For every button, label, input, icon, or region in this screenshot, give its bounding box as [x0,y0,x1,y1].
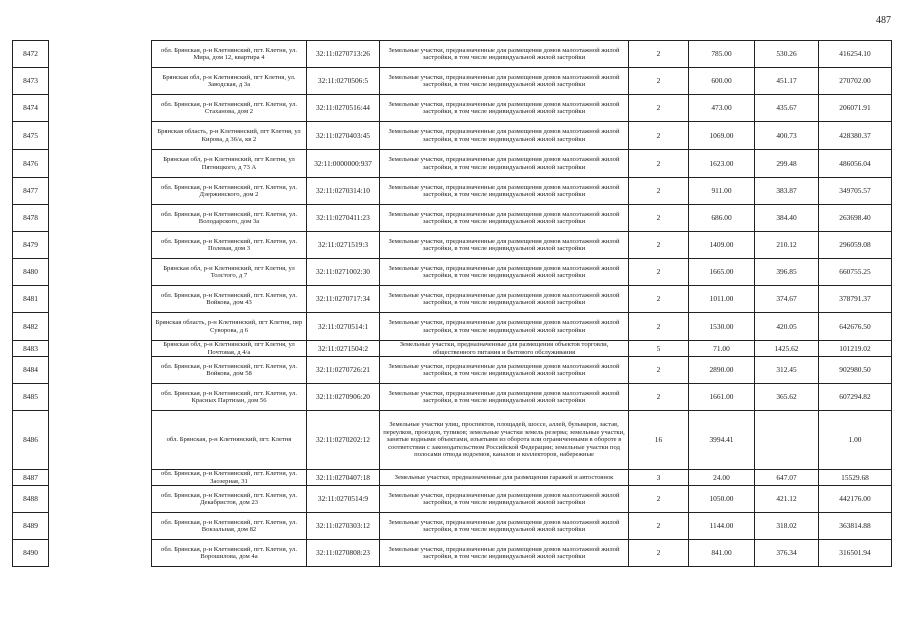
cadastral-value-cell: 263698.40 [819,205,892,232]
group-cell: 2 [629,540,689,567]
cadastral-number-cell: 32:11:0270407:18 [307,470,380,486]
cadastral-number-cell: 32:11:0270516:44 [307,95,380,122]
area-cell: 785.00 [689,41,755,68]
row-number-cell: 8488 [13,486,49,513]
row-number-cell: 8477 [13,178,49,205]
area-cell: 2890.00 [689,357,755,384]
address-cell: обл. Брянская, р-н Клетнянский, пгт. Клетня, ул. Декабристов, дом 23 [152,486,307,513]
table-row [13,150,892,178]
rate-cell: 383.87 [755,178,819,205]
cadastral-number-cell: 32:11:0270726:21 [307,357,380,384]
row-number-cell: 8487 [13,470,49,486]
row-number-cell: 8486 [13,411,49,470]
spacer-cell [49,259,152,286]
cadastral-number-cell: 32:11:0270314:10 [307,178,380,205]
rate-cell: 396.85 [755,259,819,286]
spacer-cell [49,150,152,178]
row-number-cell: 8483 [13,341,49,357]
group-cell: 2 [629,384,689,411]
spacer-cell [49,68,152,95]
group-cell: 3 [629,470,689,486]
cadastral-value-cell: 296059.08 [819,232,892,259]
cadastral-number-cell: 32:11:0271519:3 [307,232,380,259]
rate-cell: 451.17 [755,68,819,95]
address-cell: Брянская обл, р-н Клетнянский, пгт Клетня, ул Почтовая, д 4/а [152,341,307,357]
group-cell: 2 [629,122,689,150]
area-cell: 1530.00 [689,313,755,341]
land-use-cell: Земельные участки, предназначенные для размещения домов малоэтажной жилой застройки, в том числе индивидуальной жилой застройки [380,540,629,567]
rate-cell: 210.12 [755,232,819,259]
cadastral-number-cell: 32:11:0270717:34 [307,286,380,313]
address-cell: обл. Брянская, р-н Клетнянский, пгт. Клетня, ул. Дзержинского, дом 2 [152,178,307,205]
land-use-cell: Земельные участки, предназначенные для размещения домов малоэтажной жилой застройки, в том числе индивидуальной жилой застройки [380,68,629,95]
group-cell: 5 [629,341,689,357]
cadastral-value-cell: 416254.10 [819,41,892,68]
cadastral-value-cell: 270702.00 [819,68,892,95]
row-number-cell: 8484 [13,357,49,384]
land-use-cell: Земельные участки, предназначенные для размещения домов малоэтажной жилой застройки, в том числе индивидуальной жилой застройки [380,95,629,122]
row-number-cell: 8479 [13,232,49,259]
cadastral-number-cell: 32:11:0271002:30 [307,259,380,286]
cadastral-number-cell: 32:11:0270514:1 [307,313,380,341]
row-number-cell: 8489 [13,513,49,540]
cadastral-number-cell: 32:11:0270713:26 [307,41,380,68]
address-cell: обл. Брянская, р-н Клетнянский, пгт. Клетня, ул. Володарского, дом 3а [152,205,307,232]
land-use-cell: Земельные участки, предназначенные для размещения домов малоэтажной жилой застройки, в том числе индивидуальной жилой застройки [380,178,629,205]
row-number-cell: 8476 [13,150,49,178]
area-cell: 3994.41 [689,411,755,470]
cadastral-value-cell: 15529.68 [819,470,892,486]
page-number: 487 [876,15,891,26]
address-cell: обл. Брянская, р-н Клетнянский, пгт. Клетня, ул. Вокзальная, дом 82 [152,513,307,540]
land-use-cell: Земельные участки, предназначенные для размещения домов малоэтажной жилой застройки, в том числе индивидуальной жилой застройки [380,150,629,178]
spacer-cell [49,41,152,68]
table-row [13,313,892,341]
group-cell: 2 [629,41,689,68]
table-row [13,232,892,259]
land-use-cell: Земельные участки, предназначенные для размещения домов малоэтажной жилой застройки, в том числе индивидуальной жилой застройки [380,205,629,232]
row-number-cell: 8475 [13,122,49,150]
area-cell: 1011.00 [689,286,755,313]
table-row [13,178,892,205]
land-use-cell: Земельные участки, предназначенные для размещения домов малоэтажной жилой застройки, в том числе индивидуальной жилой застройки [380,486,629,513]
row-number-cell: 8472 [13,41,49,68]
group-cell: 2 [629,205,689,232]
spacer-cell [49,470,152,486]
table-row [13,68,892,95]
cadastral-value-cell: 642676.50 [819,313,892,341]
rate-cell: 421.12 [755,486,819,513]
table-row [13,540,892,567]
rate-cell: 376.34 [755,540,819,567]
spacer-cell [49,95,152,122]
cadastral-number-cell: 32:11:0271504:2 [307,341,380,357]
cadastral-value-cell: 442176.00 [819,486,892,513]
spacer-cell [49,513,152,540]
area-cell: 1665.00 [689,259,755,286]
group-cell: 16 [629,411,689,470]
address-cell: обл. Брянская, р-н Клетнянский, пгт. Клетня, ул. Войкова, дом 43 [152,286,307,313]
table-row [13,95,892,122]
rate-cell: 365.62 [755,384,819,411]
cadastral-value-cell: 902980.50 [819,357,892,384]
land-use-cell: Земельные участки, предназначенные для размещения домов малоэтажной жилой застройки, в том числе индивидуальной жилой застройки [380,232,629,259]
cadastral-value-cell: 101219.02 [819,341,892,357]
group-cell: 2 [629,232,689,259]
cadastral-value-cell: 349705.57 [819,178,892,205]
land-use-cell: Земельные участки, предназначенные для размещения домов малоэтажной жилой застройки, в том числе индивидуальной жилой застройки [380,384,629,411]
row-number-cell: 8485 [13,384,49,411]
spacer-cell [49,122,152,150]
area-cell: 1623.00 [689,150,755,178]
area-cell: 1050.00 [689,486,755,513]
area-cell: 1069.00 [689,122,755,150]
spacer-cell [49,205,152,232]
address-cell: обл. Брянская, р-н Клетнянский, пгт. Клетня, ул. Войкова, дом 58 [152,357,307,384]
area-cell: 911.00 [689,178,755,205]
rate-cell: 647.07 [755,470,819,486]
cadastral-value-cell: 1.00 [819,411,892,470]
cadastral-value-cell: 316501.94 [819,540,892,567]
cadastral-value-table [12,40,892,567]
cadastral-number-cell: 32:11:0270906:20 [307,384,380,411]
rate-cell: 312.45 [755,357,819,384]
row-number-cell: 8482 [13,313,49,341]
rate-cell: 530.26 [755,41,819,68]
area-cell: 600.00 [689,68,755,95]
area-cell: 841.00 [689,540,755,567]
rate-cell: 299.48 [755,150,819,178]
address-cell: обл. Брянская, р-н Клетнянский, пгт. Клетня, ул. Красных Партизан, дом 56 [152,384,307,411]
area-cell: 686.00 [689,205,755,232]
group-cell: 2 [629,95,689,122]
table-row [13,41,892,68]
spacer-cell [49,178,152,205]
area-cell: 1144.00 [689,513,755,540]
group-cell: 2 [629,486,689,513]
group-cell: 2 [629,286,689,313]
table-row [13,411,892,470]
row-number-cell: 8473 [13,68,49,95]
spacer-cell [49,341,152,357]
group-cell: 2 [629,313,689,341]
spacer-cell [49,232,152,259]
table-row [13,513,892,540]
table-row [13,470,892,486]
rate-cell: 318.02 [755,513,819,540]
land-use-cell: Земельные участки, предназначенные для размещения гаражей и автостоянок [380,470,629,486]
address-cell: Брянская обл, р-н Клетнянский, пгт Клетня, ул. Заводская, д 3а [152,68,307,95]
spacer-cell [49,313,152,341]
table-row [13,286,892,313]
rate-cell [755,411,819,470]
cadastral-value-cell: 378791.37 [819,286,892,313]
cadastral-value-cell: 428380.37 [819,122,892,150]
area-cell: 1661.00 [689,384,755,411]
address-cell: обл. Брянская, р-н Клетнянский, пгт. Клетня, ул. Полевая, дом 3 [152,232,307,259]
table-row [13,357,892,384]
cadastral-value-cell: 486056.04 [819,150,892,178]
group-cell: 2 [629,178,689,205]
cadastral-number-cell: 32:11:0270411:23 [307,205,380,232]
cadastral-number-cell: 32:11:0270808:23 [307,540,380,567]
cadastral-number-cell: 32:11:0270303:12 [307,513,380,540]
group-cell: 2 [629,357,689,384]
group-cell: 2 [629,513,689,540]
land-use-cell: Земельные участки, предназначенные для размещения домов малоэтажной жилой застройки, в том числе индивидуальной жилой застройки [380,41,629,68]
cadastral-number-cell: 32:11:0270202:12 [307,411,380,470]
rate-cell: 400.73 [755,122,819,150]
land-use-cell: Земельные участки, предназначенные для размещения домов малоэтажной жилой застройки, в том числе индивидуальной жилой застройки [380,122,629,150]
table-row [13,122,892,150]
address-cell: Брянская обл, р-н Клетнянский, пгт Клетня, ул Пятницкого, д 73 А [152,150,307,178]
cadastral-value-cell: 363814.88 [819,513,892,540]
rate-cell: 1425.62 [755,341,819,357]
cadastral-value-cell: 607294.82 [819,384,892,411]
land-use-cell: Земельные участки, предназначенные для размещения объектов торговли, общественного питания и бытового обслуживания [380,341,629,357]
address-cell: обл. Брянская, р-н Клетнянский, пгт. Клетня [152,411,307,470]
cadastral-value-cell: 660755.25 [819,259,892,286]
spacer-cell [49,411,152,470]
group-cell: 2 [629,68,689,95]
area-cell: 71.00 [689,341,755,357]
row-number-cell: 8481 [13,286,49,313]
cadastral-number-cell: 32:11:0270403:45 [307,122,380,150]
spacer-cell [49,384,152,411]
area-cell: 24.00 [689,470,755,486]
address-cell: обл. Брянская, р-н Клетнянский, пгт. Клетня, ул. Мира, дом 12, квартира 4 [152,41,307,68]
address-cell: Брянская область, р-н Клетнянский, пгт Клетня, ул Кирова, д 36/а, кв 2 [152,122,307,150]
rate-cell: 420.05 [755,313,819,341]
address-cell: обл. Брянская, р-н Клетнянский, пгт. Клетня, ул. Заозерная, 31 [152,470,307,486]
spacer-cell [49,286,152,313]
table-row [13,341,892,357]
row-number-cell: 8490 [13,540,49,567]
table-row [13,486,892,513]
land-use-cell: Земельные участки улиц, проспектов, площадей, шоссе, аллей, бульваров, застав, переулков, проездов, тупиков; земельные участки земель резерва; земельные участки, занятые водными объектами, изъятыми из оборота или ограниченными в обороте в соответствии с законодательством Российской Федерации; земельные участки под полосами отвода водоемов, каналов и коллекторов, набережные [380,411,629,470]
land-use-cell: Земельные участки, предназначенные для размещения домов малоэтажной жилой застройки, в том числе индивидуальной жилой застройки [380,313,629,341]
address-cell: Брянская обл, р-н Клетнянский, пгт Клетня, ул Толстого, д 7 [152,259,307,286]
table-row [13,384,892,411]
address-cell: обл. Брянская, р-н Клетнянский, пгт. Клетня, ул. Ворошилова, дом 4а [152,540,307,567]
row-number-cell: 8478 [13,205,49,232]
area-cell: 1409.00 [689,232,755,259]
rate-cell: 384.40 [755,205,819,232]
row-number-cell: 8474 [13,95,49,122]
group-cell: 2 [629,259,689,286]
table-row [13,259,892,286]
cadastral-value-cell: 206071.91 [819,95,892,122]
rate-cell: 435.67 [755,95,819,122]
land-use-cell: Земельные участки, предназначенные для размещения домов малоэтажной жилой застройки, в том числе индивидуальной жилой застройки [380,357,629,384]
group-cell: 2 [629,150,689,178]
area-cell: 473.00 [689,95,755,122]
row-number-cell: 8480 [13,259,49,286]
land-use-cell: Земельные участки, предназначенные для размещения домов малоэтажной жилой застройки, в том числе индивидуальной жилой застройки [380,286,629,313]
spacer-cell [49,486,152,513]
cadastral-number-cell: 32:11:0270514:9 [307,486,380,513]
land-use-cell: Земельные участки, предназначенные для размещения домов малоэтажной жилой застройки, в том числе индивидуальной жилой застройки [380,259,629,286]
address-cell: Брянская область, р-н Клетнянский, пгт Клетня, пер Суворова, д 6 [152,313,307,341]
cadastral-number-cell: 32:11:0000000:937 [307,150,380,178]
cadastral-number-cell: 32:11:0270506:5 [307,68,380,95]
rate-cell: 374.67 [755,286,819,313]
address-cell: обл. Брянская, р-н Клетнянский, пгт. Клетня, ул. Стахановa, дом 2 [152,95,307,122]
table-row [13,205,892,232]
land-use-cell: Земельные участки, предназначенные для размещения домов малоэтажной жилой застройки, в том числе индивидуальной жилой застройки [380,513,629,540]
spacer-cell [49,357,152,384]
spacer-cell [49,540,152,567]
